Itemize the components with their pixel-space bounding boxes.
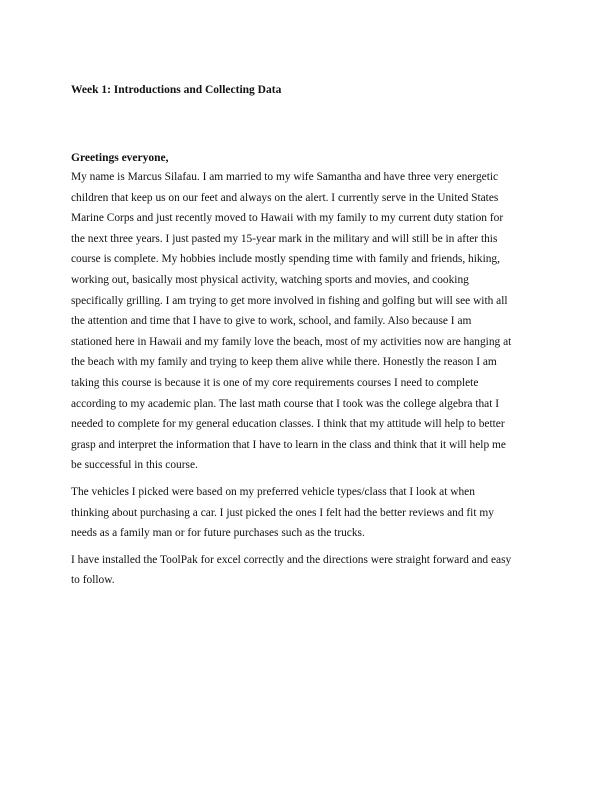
text-line: I have installed the ToolPak for excel correctly and the directions were straight forward and easy <box>71 553 512 566</box>
text-line: be successful in this course. <box>71 459 198 472</box>
text-line: working out, basically most physical activity, watching sports and movies, and cooking <box>71 273 469 286</box>
intro-paragraph <box>71 167 541 476</box>
text-line: Marine Corps and just recently moved to Hawaii with my family to my current duty station for <box>71 212 504 225</box>
document-title: Week 1: Introductions and Collecting Data <box>71 84 282 96</box>
text-line: thinking about purchasing a car. I just picked the ones I felt had the better reviews and fit my <box>71 506 494 519</box>
text-line: to follow. <box>71 574 115 587</box>
vehicles-paragraph <box>71 482 541 544</box>
text-line: grasp and interpret the information that I have to learn in the class and think that it will help me <box>71 438 506 451</box>
toolpak-paragraph <box>71 550 541 591</box>
text-line: children that keep us on our feet and always on the alert. I currently serve in the United States <box>71 191 499 204</box>
text-line: My name is Marcus Silafau. I am married to my wife Samantha and have three very energetic <box>71 171 499 183</box>
text-line: according to my academic plan. The last math course that I took was the college algebra that I <box>71 397 500 410</box>
greeting-line: Greetings everyone, <box>71 152 169 164</box>
text-line: the attention and time that I have to give to work, school, and family. Also because I am <box>71 315 472 328</box>
document-body <box>71 150 541 597</box>
text-line: the beach with my family and trying to keep them alive while there. Honestly the reason I am <box>71 356 497 369</box>
text-line: specifically grilling. I am trying to get more involved in fishing and golfing but will see with all <box>71 294 508 307</box>
text-line: the next three years. I just pasted my 15-year mark in the military and will still be in after this <box>71 232 498 245</box>
text-line: needs as a family man or for future purchases such as the trucks. <box>71 527 365 540</box>
text-line: The vehicles I picked were based on my preferred vehicle types/class that I look at when <box>71 485 475 498</box>
text-line: course is complete. My hobbies include mostly spending time with family and friends, hiking, <box>71 253 500 266</box>
text-line: needed to complete for my general education classes. I think that my attitude will help to better <box>71 418 505 431</box>
text-line: stationed here in Hawaii and my family love the beach, most of my activities now are hanging at <box>71 335 512 348</box>
text-line: taking this course is because it is one of my core requirements courses I need to complete <box>71 376 479 389</box>
